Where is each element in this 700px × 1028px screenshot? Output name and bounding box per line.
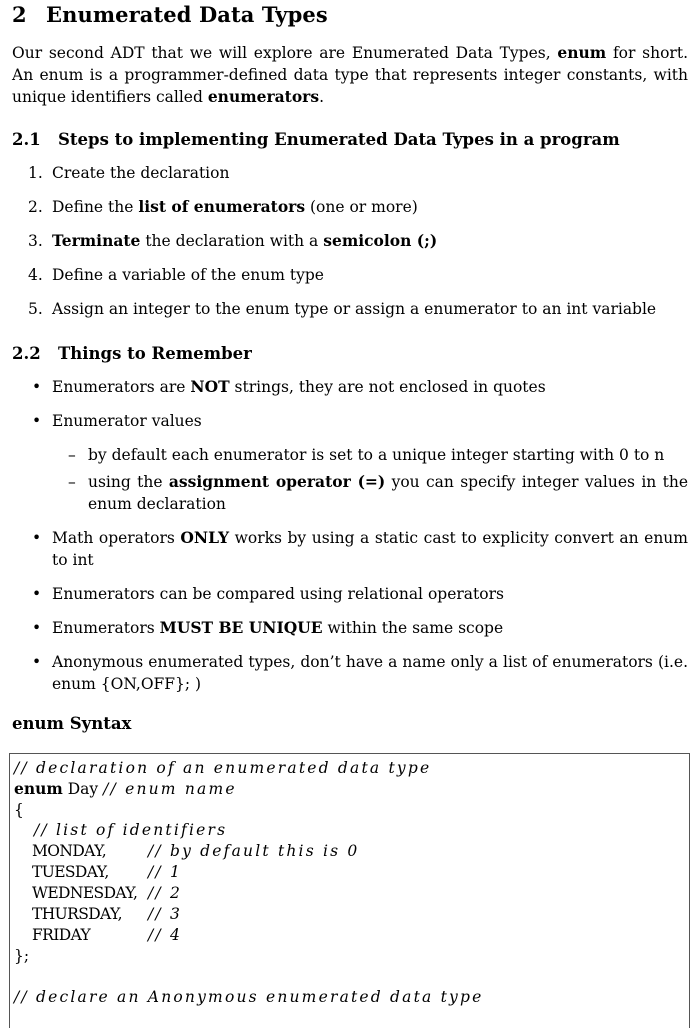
step-item bbox=[28, 264, 688, 298]
item-text: by default each enumerator is set to a unique integer starting with 0 to n bbox=[88, 446, 665, 464]
code-comment: // 1 bbox=[148, 863, 183, 881]
item-bold: assignment operator (=) bbox=[168, 472, 386, 491]
remember-item bbox=[30, 617, 688, 639]
step-item bbox=[28, 298, 688, 332]
step-bold: list of enumerators bbox=[138, 197, 306, 216]
step-text: Create the declaration bbox=[52, 164, 230, 182]
sub-item bbox=[52, 471, 688, 515]
item-text: Anonymous enumerated types, don’t have a name only a list of enumerators (i.e. enum {ON,OFF}; ) bbox=[52, 653, 688, 693]
item-text: Enumerators are bbox=[52, 378, 191, 396]
item-text: using the bbox=[88, 473, 169, 491]
step-number: 4. bbox=[28, 266, 43, 284]
item-text: strings, they are not enclosed in quotes bbox=[229, 378, 546, 396]
step-text: Define a variable of the enum type bbox=[52, 266, 324, 284]
code-comment: // 4 bbox=[148, 926, 183, 944]
code-comment: // list of identifiers bbox=[34, 821, 228, 839]
bullet-icon: • bbox=[32, 529, 42, 547]
intro-enum: enum bbox=[557, 43, 607, 62]
bullet-icon: • bbox=[32, 585, 42, 603]
syntax-heading: enum Syntax bbox=[12, 714, 132, 733]
code-enumerator: WEDNESDAY, bbox=[32, 884, 138, 902]
item-text: Enumerators can be compared using relational operators bbox=[52, 585, 504, 603]
item-text: works by using a static cast to explicity convert an enum to int bbox=[52, 529, 688, 569]
item-text: Math operators bbox=[52, 529, 181, 547]
bullet-icon: • bbox=[32, 378, 42, 396]
code-comment: // declaration of an enumerated data type bbox=[14, 759, 432, 777]
step-text: (one or more) bbox=[305, 198, 418, 216]
step-number: 5. bbox=[28, 300, 43, 318]
remember-number: 2.2 bbox=[12, 344, 41, 363]
code-enumerator: FRIDAY bbox=[32, 926, 91, 944]
steps-list bbox=[28, 162, 688, 332]
steps-number: 2.1 bbox=[12, 130, 41, 149]
step-text: Define the bbox=[52, 198, 139, 216]
remember-item bbox=[30, 410, 688, 515]
remember-heading bbox=[12, 344, 252, 363]
step-number: 1. bbox=[28, 164, 43, 182]
item-bold: ONLY bbox=[180, 528, 230, 547]
step-item bbox=[28, 230, 688, 264]
item-text: Enumerator values bbox=[52, 412, 202, 430]
remember-title: Things to Remember bbox=[58, 344, 252, 363]
item-bold: MUST BE UNIQUE bbox=[159, 618, 323, 637]
intro-text-2: for short. An enum is a programmer-defined data type that represents integer constants, with unique identifiers called bbox=[12, 44, 688, 106]
step-number: 2. bbox=[28, 198, 43, 216]
code-enumerator: MONDAY, bbox=[32, 842, 107, 860]
steps-title: Steps to implementing Enumerated Data Types in a program bbox=[58, 130, 620, 149]
code-comment: // by default this is 0 bbox=[148, 842, 360, 860]
sub-item bbox=[52, 444, 688, 466]
item-text: you can specify integer values in the enum declaration bbox=[88, 473, 688, 513]
steps-heading bbox=[12, 130, 620, 149]
code-brace: }; bbox=[14, 947, 30, 965]
section-title bbox=[12, 2, 328, 27]
code-enumerator: THURSDAY, bbox=[32, 905, 122, 923]
step-bold: semicolon (;) bbox=[323, 231, 438, 250]
bullet-icon: • bbox=[32, 412, 42, 430]
step-item bbox=[28, 162, 688, 196]
remember-item bbox=[30, 376, 688, 398]
item-text: Enumerators bbox=[52, 619, 160, 637]
intro-text-3: . bbox=[319, 88, 325, 106]
remember-list bbox=[30, 376, 688, 707]
step-item bbox=[28, 196, 688, 230]
intro-paragraph bbox=[12, 42, 688, 108]
intro-text-1: Our second ADT that we will explore are Enumerated Data Types, bbox=[12, 44, 558, 62]
section-title-text: Enumerated Data Types bbox=[46, 2, 328, 27]
code-comment: // enum name bbox=[103, 780, 237, 798]
code-comment: // 2 bbox=[148, 884, 183, 902]
code-comment: // 3 bbox=[148, 905, 183, 923]
step-text: the declaration with a bbox=[140, 232, 324, 250]
step-bold: Terminate bbox=[52, 231, 141, 250]
code-enumerator: TUESDAY, bbox=[32, 863, 109, 881]
section-number: 2 bbox=[12, 2, 27, 27]
code-keyword: enum bbox=[14, 779, 63, 798]
code-brace: { bbox=[14, 801, 24, 819]
remember-item bbox=[30, 527, 688, 571]
step-text: Assign an integer to the enum type or assign a enumerator to an int variable bbox=[52, 300, 657, 318]
code-identifier: Day bbox=[62, 780, 104, 798]
dash-icon: – bbox=[68, 446, 76, 464]
intro-enumerators: enumerators bbox=[207, 87, 320, 106]
dash-icon: – bbox=[68, 473, 76, 491]
remember-item bbox=[30, 651, 688, 695]
step-number: 3. bbox=[28, 232, 43, 250]
remember-item bbox=[30, 583, 688, 605]
code-block bbox=[9, 753, 690, 1028]
code-comment: // declare an Anonymous enumerated data type bbox=[14, 988, 484, 1006]
bullet-icon: • bbox=[32, 653, 42, 671]
item-bold: NOT bbox=[190, 377, 230, 396]
sub-list bbox=[52, 444, 688, 515]
code-line bbox=[14, 779, 237, 799]
item-text: within the same scope bbox=[322, 619, 504, 637]
bullet-icon: • bbox=[32, 619, 42, 637]
